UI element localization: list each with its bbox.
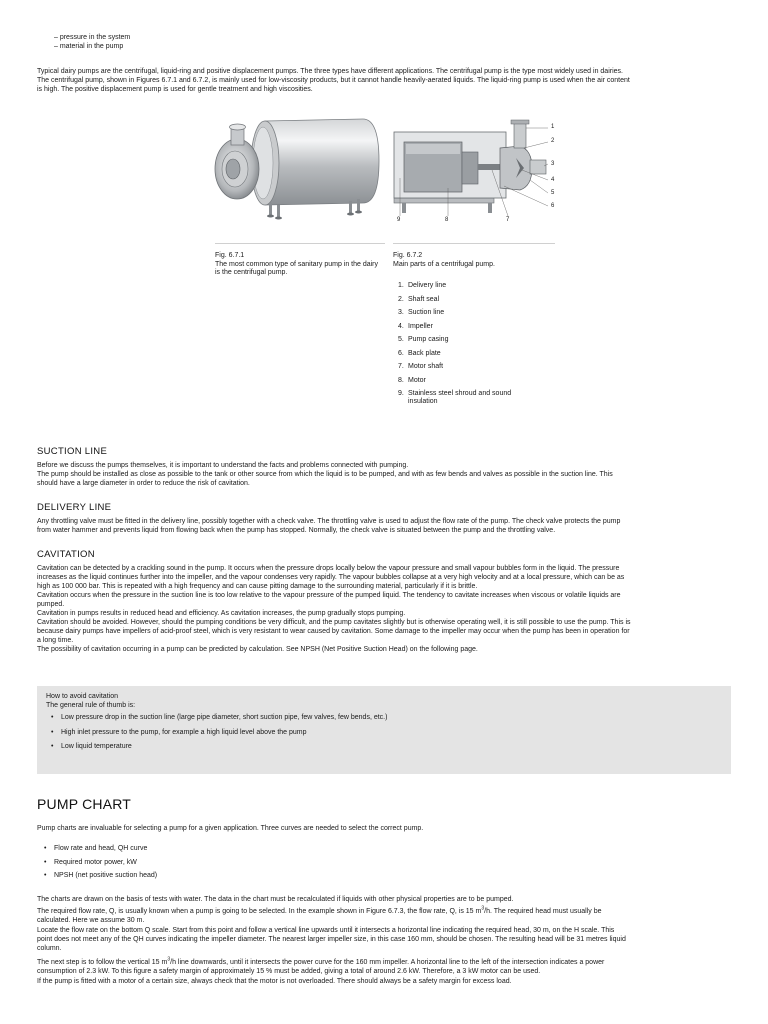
item-number: 6. [398, 349, 404, 357]
section-heading-cavitation: CAVITATION [37, 549, 95, 560]
figure-caption: Main parts of a centrifugal pump. [393, 260, 495, 268]
list-item: – pressure in the system [54, 34, 131, 41]
tip-title: How to avoid cavitation [46, 693, 118, 700]
item-number: 4. [398, 322, 404, 330]
figure-label: Fig. 6.7.2 [393, 252, 423, 259]
text-line: increases as the liquid continues further into the impeller, and the vapour condenses very rapidly. The vapour bubbles collapse at a very high velocity and at a local pressure, which can be as [37, 574, 625, 581]
text-run: The required flow rate, Q, is usually known when a pump is going to be selected. In the example shown in Figure 6.7.3, the flow rate, Q, is 15 m [37, 908, 482, 915]
pump-chart-paragraph-1: The charts are drawn on the basis of tests with water. The data in the chart must be recalculated if liquids with other physical properties are to be pumped. [37, 896, 514, 903]
text-line: is high. The positive displacement pump is used for gentle treatment and high viscosities. [37, 86, 313, 93]
callout-number: 6 [551, 203, 555, 209]
text-line: pumped. [37, 601, 65, 608]
text-line: Locate the flow rate on the bottom Q scale. Start from this point and follow a vertical line upwards until it intersects a horizontal line indicating the required head, 30 m, on the H scale. This [37, 927, 615, 934]
callout-number: 3 [551, 161, 555, 167]
figure-centrifugal-pump [213, 113, 381, 221]
cavitation-paragraph [37, 564, 737, 654]
list-item: • Low liquid temperature [51, 743, 387, 751]
suction-paragraph [37, 461, 737, 488]
text-run: /h. The required head must usually be [484, 908, 602, 915]
item-label: Back plate [408, 349, 441, 357]
figure-6-7-1-caption [215, 252, 385, 278]
callout-number: 9 [397, 217, 401, 223]
figure-divider [393, 243, 555, 244]
callout-number: 7 [506, 217, 510, 223]
text-line: because dairy pumps have impellers of acid-proof steel, which is very resistant to wear caused by cavitation. Some damage to the impeller may occur when the pump has been in operation for [37, 628, 630, 635]
item-label: Motor [408, 376, 426, 384]
text-line: point does not meet any of the QH curves indicating the impeller diameter. The nearest larger impeller size, in this case 160 mm, should be chosen. The resulting head will be 31 metres liquid [37, 936, 626, 943]
list-item: – material in the pump [54, 43, 124, 50]
superscript: 3 [481, 905, 485, 912]
item-number: 5. [398, 336, 404, 343]
text-line: Cavitation in pumps results in reduced head and efficiency. As cavitation increases, the pump gradually stops pumping. [37, 610, 406, 617]
figure-pump-cross-section [392, 118, 562, 228]
text-line: calculated. Here we assume 30 m. [37, 917, 145, 924]
text-run: /h line downwards, until it intersects the power curve for the 160 mm impeller. A horizontal line to the left of the intersection indicates a power [170, 959, 605, 966]
text-line [37, 907, 737, 916]
text-line: Typical dairy pumps are the centrifugal, liquid-ring and positive displacement pumps. The three types have different applications. The centrifugal pump is the type most widely used in dairies. [37, 68, 623, 75]
text-line: column. [37, 945, 62, 952]
item-number: 1. [398, 282, 404, 289]
list-item: • Required motor power, kW [44, 859, 157, 867]
figure-6-7-2-caption [393, 252, 563, 269]
list-item [398, 282, 558, 290]
parts-list [398, 282, 558, 412]
item-label: Suction line [408, 309, 445, 316]
callout-number: 5 [551, 190, 555, 196]
superscript: 3 [167, 956, 171, 963]
pump-chart-paragraph-3 [37, 926, 737, 953]
callout-number: 2 [551, 138, 555, 144]
pump-illustration [213, 113, 381, 221]
item-number: 2. [398, 295, 404, 303]
list-item [398, 336, 558, 344]
pump-chart-paragraph-4 [37, 958, 737, 976]
pump-chart-paragraph-2 [37, 907, 737, 925]
text-line: a long time. [37, 637, 74, 644]
top-list [54, 33, 130, 51]
text-run: The next step is to follow the vertical 15 m [37, 959, 168, 966]
text-line: Cavitation should be avoided. However, should the pumping conditions be very difficult, and the pump cavitates slightly but is otherwise operating well, it is still possible to use the pump. This is [37, 619, 631, 626]
text-line: high as 100 000 bar. This is repeated with a high frequency and can cause pitting damage to the surrounding material, particularly if it is brittle. [37, 583, 478, 590]
pump-chart-curve-list [44, 845, 157, 886]
text-line: should have a large diameter in order to reduce the risk of cavitation. [37, 480, 250, 487]
text-line: from water hammer and prevents liquid from flowing back when the pump has stopped. Normally, the check valve is situated between the pump and the throttling valve. [37, 527, 556, 534]
item-label: Delivery line [408, 282, 447, 289]
callout-number: 1 [551, 124, 555, 130]
text-line: The possibility of cavitation occurring in a pump can be predicted by calculation. See NPSH (Net Positive Suction Head) on the following page. [37, 646, 478, 653]
tip-list [51, 714, 387, 758]
list-item: • Low pressure drop in the suction line (large pipe diameter, short suction pipe, few valves, few bends, etc.) [51, 714, 387, 722]
item-number: 9. [398, 390, 404, 397]
callout-number: 4 [551, 177, 555, 183]
cavitation-tip-box [37, 686, 731, 774]
text-line: The centrifugal pump, shown in Figures 6.7.1 and 6.7.2, is mainly used for low-viscosity products, but it cannot handle heavily-aerated liquids. The liquid-ring pump is used when the air content [37, 77, 630, 84]
text-line: The pump should be installed as close as possible to the tank or other source from which the liquid is to be pumped, and with as few bends and valves as possible in the suction line. This [37, 471, 613, 478]
item-number: 8. [398, 376, 404, 384]
text-line [37, 958, 737, 967]
list-item [398, 309, 558, 317]
list-item [398, 377, 558, 385]
cross-section-illustration [392, 118, 562, 228]
text-line: consumption of 2.3 kW. To this figure a safety margin of approximately 15 % must be added, giving a total of around 2.6 kW. Therefore, a 3 kW motor can be used. [37, 968, 541, 975]
list-item: • Flow rate and head, QH curve [44, 845, 157, 853]
item-label: Motor shaft [408, 363, 444, 370]
pump-chart-intro: Pump charts are invaluable for selecting a pump for a given application. Three curves are needed to select the correct pump. [37, 825, 424, 832]
list-item [398, 390, 558, 406]
list-item: • NPSH (net positive suction head) [44, 872, 157, 880]
delivery-paragraph [37, 517, 737, 535]
text-line: Cavitation occurs when the pressure in the suction line is too low relative to the vapour pressure of the pumped liquid. The tendency to cavitate increases when viscous or volatile liquids are [37, 592, 621, 599]
item-label: Impeller [408, 322, 433, 330]
tip-subtitle: The general rule of thumb is: [46, 702, 136, 709]
figure-label: Fig. 6.7.1 [215, 252, 245, 259]
list-item [398, 323, 558, 331]
callout-number: 8 [445, 217, 449, 223]
section-heading-pump-chart: PUMP CHART [37, 796, 132, 812]
item-label: Shaft seal [408, 295, 440, 303]
intro-paragraph [37, 67, 737, 94]
figure-caption: The most common type of sanitary pump in the dairy is the centrifugal pump. [215, 260, 379, 276]
list-item: • High inlet pressure to the pump, for example a high liquid level above the pump [51, 729, 387, 737]
text-line: Before we discuss the pumps themselves, it is important to understand the facts and problems connected with pumping. [37, 462, 409, 469]
figure-divider [215, 243, 385, 244]
text-line: Any throttling valve must be fitted in the delivery line, possibly together with a check valve. The throttling valve is used to adjust the flow rate of the pump. The check valve protects the pump [37, 518, 621, 525]
pump-chart-paragraph-5: If the pump is fitted with a motor of a certain size, always check that the motor is not overloaded. There should always be a safety margin for excess load. [37, 978, 512, 985]
text-line: Cavitation can be detected by a crackling sound in the pump. It occurs when the pressure drops locally below the vapour pressure and small vapour bubbles form in the liquid. The pressure [37, 565, 620, 572]
list-item [398, 350, 558, 358]
item-number: 3. [398, 309, 404, 316]
list-item [398, 363, 558, 371]
section-heading-suction-line: SUCTION LINE [37, 446, 108, 457]
section-heading-delivery-line: DELIVERY LINE [37, 502, 112, 513]
list-item [398, 296, 558, 304]
item-label: Pump casing [408, 336, 449, 343]
item-label: Stainless steel shroud and sound insulation [408, 390, 512, 405]
item-number: 7. [398, 363, 404, 370]
